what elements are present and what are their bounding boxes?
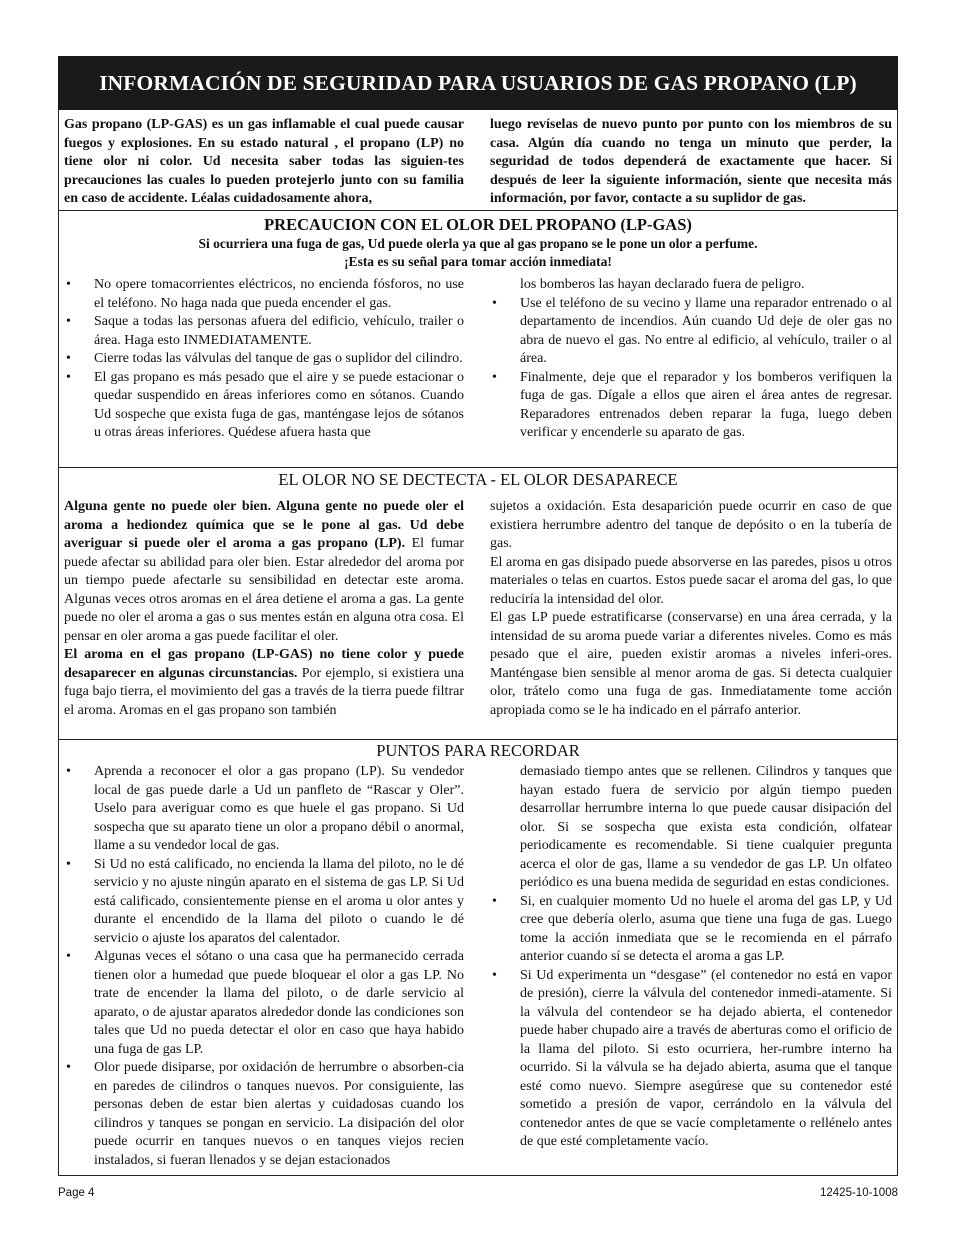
puntos-section	[58, 740, 898, 1175]
list-item: • Algunas veces el sótano o una casa que ha permanecido cerrada tienen olor a humedad que puede bloquear el olor a gas LP. No trate de encender la llama del piloto, o de darle servicio al aparato, o de ajustar aparatos alrededor donde las condiciones son tales que Ud no pueda detectar el olor en caso que haya habido una fuga de gas LP.	[64, 948, 464, 1059]
list-item: • Olor puede disiparse, por oxidación de herrumbre o absorben-cia en paredes de cilindros o tanques nuevos. Por consiguiente, las personas deben de estar bien alertas y cuidadosas cuando los cilindros y tanques se pongan en servicio. La disipación del olor puede ocurrir en tanques nuevos o en tanques viejos recien instalados, si fueran llenados y se dejan estacionados	[64, 1059, 464, 1170]
puntos-heading: PUNTOS PARA RECORDAR	[376, 741, 580, 760]
olor-heading: EL OLOR NO SE DECTECTA - EL OLOR DESAPARECE	[278, 470, 678, 489]
olor-section	[58, 468, 898, 738]
precaucion-heading: PRECAUCION CON EL OLOR DEL PROPANO (LP-GAS)	[264, 215, 692, 234]
precaucion-subtitle-1: Si ocurriera una fuga de gas, Ud puede olerla ya que al gas propano se le pone un olor a perfume.	[198, 236, 758, 251]
olor-para1-bold: Alguna gente no puede oler bien. Alguna gente no puede oler el aroma a hediondez química que se le pone al gas. Ud debe averiguar si puede oler el aroma a gas propano (LP).	[64, 499, 464, 551]
list-item: • Si Ud no está calificado, no encienda la llama del piloto, no le dé servicio y no ajuste ningún aparato en el sistema de gas LP. Si Ud está calificado, consientemente piense en el aroma u olor antes y durante el encendido de la llama del piloto o cuando le dé servicio o ajuste los aparatos del calentador.	[64, 856, 464, 949]
olor-paragraph-2	[64, 646, 464, 720]
olor-paragraph-1	[64, 498, 464, 646]
olor-paragraph-4: El aroma en gas disipado puede absorverse en las paredes, pisos u otros materiales o telas en cuartos. Estos puede sacar el aroma del gas, lo que reduciría la intensidad del olor.	[490, 554, 892, 607]
puntos-right-list	[490, 763, 892, 1152]
list-item: • Use el teléfono de su vecino y llame una reparador entrenado o al departamento de incendios. Aún cuando Ud deje de oler gas no abra de nuevo el gas. No entre al edificio, al vehículo, trailer o al área.	[490, 295, 892, 369]
list-item: • Si, en cualquier momento Ud no huele el aroma del gas LP, y Ud cree que debería olerlo, asuma que tiene una fuga de gas. Luego tome la acción inmediata que se le recomienda en el párrafo anterior cuando sí se detecta el aroma a gas LP.	[490, 893, 892, 967]
list-item: • El gas propano es más pesado que el aire y se puede estacionar o quedar suspendido en áreas inferiores como en sótanos. Cuando Ud sospeche que exista fuga de gas, manténgase lejos de sótanos u otras áreas inferiores. Quédese afuera hasta que	[64, 369, 464, 443]
intro-right-text: luego revíselas de nuevo punto por punto con los miembros de su casa. Algún día cuando no tenga un minuto que perder, la seguridad de todos dependerá de exactamente que hacer. Si después de leer la siguiente información, siente que necesita más información, por favor, contacte a su suplidor de gas.	[490, 117, 892, 206]
page-title: INFORMACIÓN DE SEGURIDAD PARA USUARIOS DE GAS PROPANO (LP)	[58, 56, 898, 110]
precaucion-subtitle-2: ¡Esta es su señal para tomar acción inmediata!	[344, 254, 612, 269]
precaucion-section	[58, 211, 898, 467]
puntos-left-list	[64, 763, 464, 1170]
list-item: • Cierre todas las válvulas del tanque de gas o suplidor del cilindro.	[64, 350, 464, 369]
list-item-continued: los bomberos las hayan declarado fuera de peligro.	[520, 277, 805, 292]
olor-para2-bold: El aroma en el gas propano (LP-GAS) no tiene color y puede desaparecer en algunas circunstancias.	[64, 647, 464, 681]
olor-paragraph-3: sujetos a oxidación. Esta desaparición puede ocurrir en caso de que existiera herrumbre adentro del tanque de depósito o en la tubería de gas.	[490, 499, 892, 551]
olor-para2-text: Por ejemplo, si existiera una fuga bajo tierra, el movimiento del gas a través de la tierra puede filtrar el aroma. Aromas en el gas propano son también	[64, 665, 464, 718]
list-item: • Si Ud experimenta un “desgase” (el contenedor no está en vapor de presión), cierre la válvula del contenedor inmedi-atamente. Si la válvula del contendeor se ha dejado abierta, el contenedor puede haber chupado aire a través de aberturas como el orificio de la llama del piloto. Si esto ocurriera, her-rumbre interno ha ocurrido. Si la válvula se ha dejado abierta, asuma que el tanque esté como nuevo. Siempre asegúrese que su contenedor esté sometido a presión de vapor, cerrándolo en la válvula del contenedor antes de que se vacíe completamente o rellénelo antes de que esté completamente vacío.	[490, 967, 892, 1152]
intro-left-text: Gas propano (LP-GAS) es un gas inflamable el cual puede causar fuegos y explosiones. En su estado natural , el propano (LP) no tiene olor ni color. Ud necesita saber todas las siguien-tes precauciones las cuales lo pueden protejerlo junto con su familia en caso de accidente. Léalas cuidadosamente ahora,	[64, 117, 464, 206]
list-item: • Finalmente, deje que el reparador y los bomberos verifiquen la fuga de gas. Dígale a ellos que airen el área antes de regresar. Reparadores entrenados deben reparar la fuga, luego deben verificar y encenderle su aparato de gas.	[490, 369, 892, 443]
olor-right-text	[490, 498, 892, 720]
olor-para1-text: El fumar puede afectar su abilidad para oler bien. Estar alrededor del aroma por un tiempo puede afectarle su sensibilidad en detectar este aroma. Algunas veces otros aromas en el área detiene el aroma a gas. La gente puede no oler el aroma a gas o sus mentes están en alguna otra cosa. El pensar en oler aroma a gas puede facilitar el oler.	[64, 536, 464, 644]
list-item: • No opere tomacorrientes eléctricos, no encienda fósforos, no use el teléfono. No haga nada que pueda encender el gas.	[64, 276, 464, 313]
document-code: 12425-10-1008	[819, 1187, 898, 1199]
list-item: • Saque a todas las personas afuera del edificio, vehículo, trailer o área. Haga esto INMEDIATAMENTE.	[64, 313, 464, 350]
olor-paragraph-5: El gas LP puede estratificarse (conservarse) en una área cerrada, y la intensidad de su aroma puede variar a diferentes niveles. Como es más pesado que el aire, pueden existir aromas a niveles inferi-ores. Manténgase bien sensible al menor aroma de gas. Si detecta cualquier olor, trátelo como una fuga de gas. Inmediatamente tome acción apropiada como se le ha indicado en el párrafo anterior.	[490, 610, 892, 718]
precaucion-right-list	[490, 276, 892, 443]
olor-left-text	[64, 498, 464, 720]
list-item-continued: demasiado tiempo antes que se rellenen. Cilindros y tanques que hayan estado fuera de servicio por algún tiempo pueden desarrollar herrumbre interna lo que puede causar disipación del olor. Si se sospecha que exista esta condición, olfatear periodicamente es recomendable. Si tiene cualquier pregunta acerca el olor de gas, llame a su vendedor de gas LP. Un olfateo periódico es una buena medida de seguridad en estas condiciones.	[520, 764, 892, 890]
precaucion-left-list	[64, 276, 464, 443]
intro-section	[58, 114, 898, 208]
list-item: • Aprenda a reconocer el olor a gas propano (LP). Su vendedor local de gas puede darle a Ud un panfleto de “Rascar y Oler”. Uselo para averiguar como es que huele el gas propano. Si Ud sospecha que su aparato tiene un olor a propano débil o anormal, llame a su vendedor local de gas.	[64, 763, 464, 856]
page-number: Page 4	[58, 1187, 95, 1199]
